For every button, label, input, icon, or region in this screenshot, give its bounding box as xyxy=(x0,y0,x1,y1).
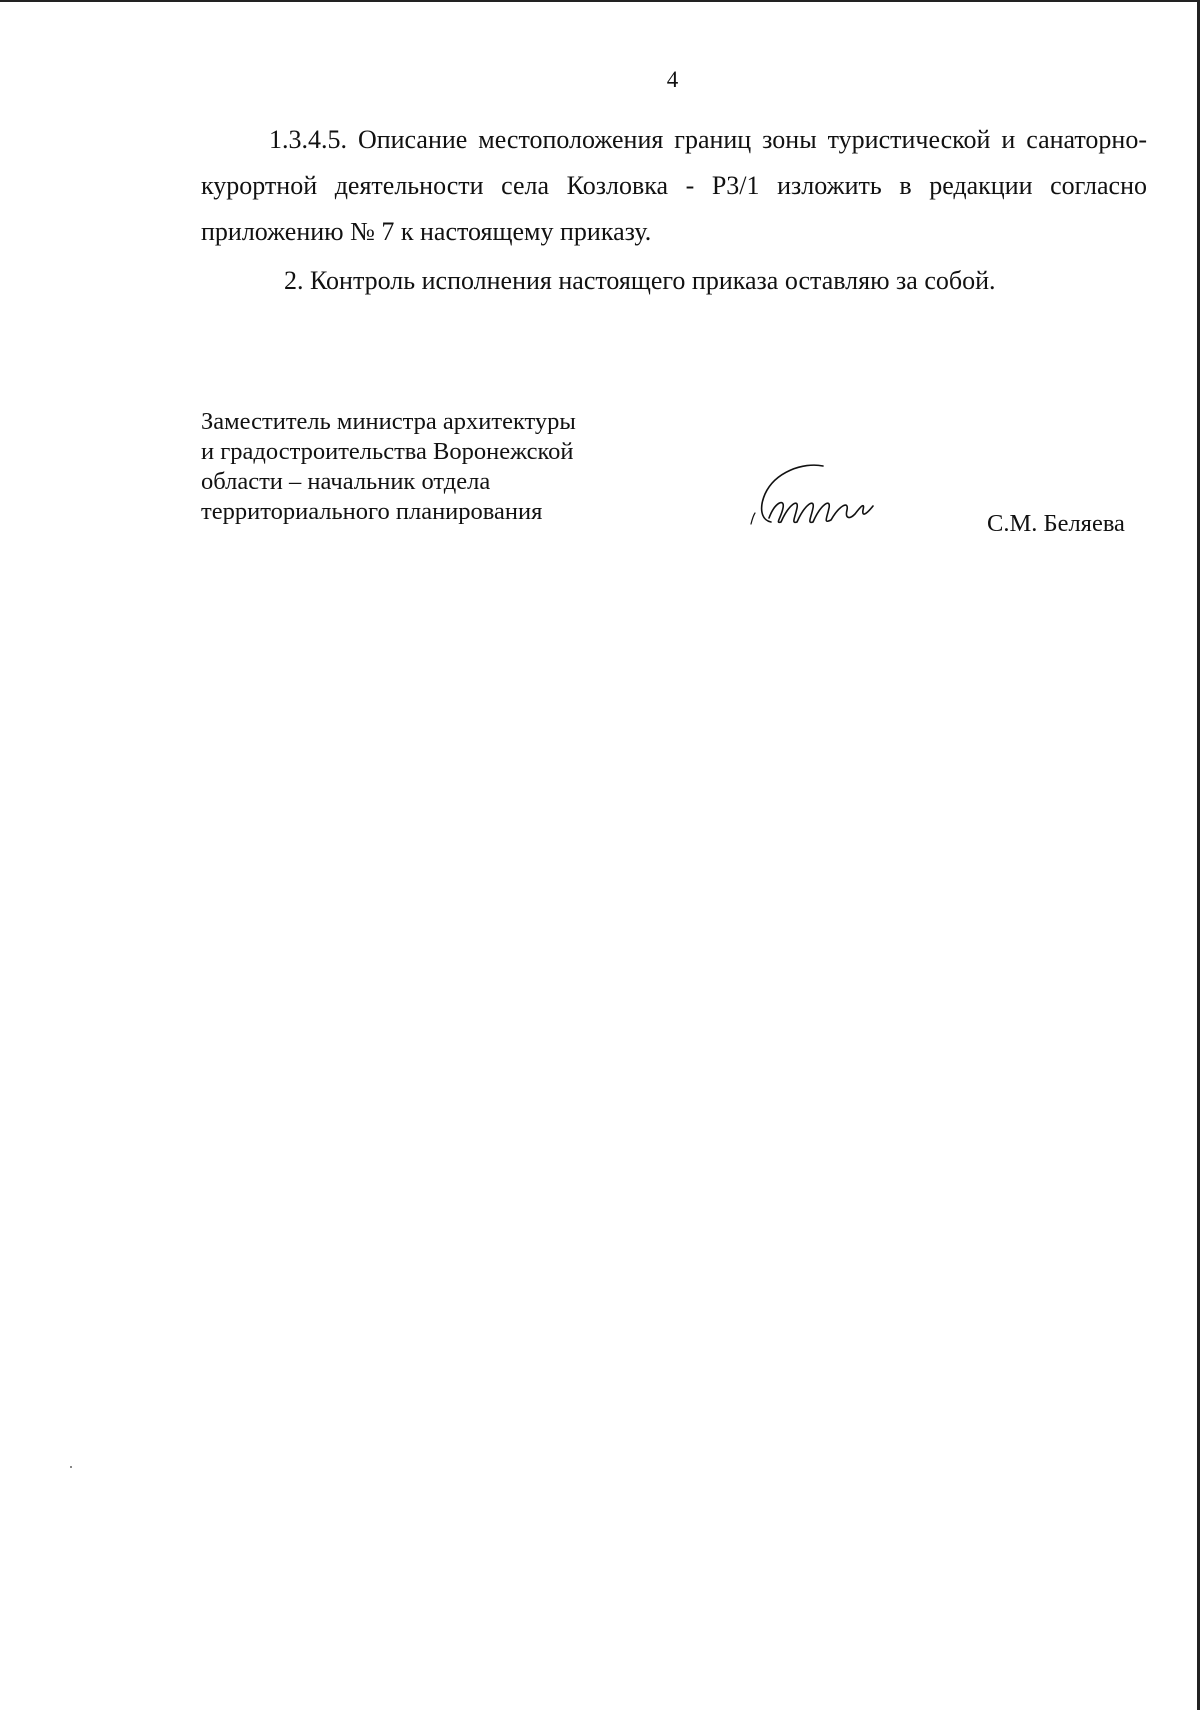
scan-speck xyxy=(70,1466,72,1468)
signatory-position-line: территориального планирования xyxy=(201,498,543,525)
page-number: 4 xyxy=(666,67,679,92)
signatory-name: С.М. Беляева xyxy=(987,510,1125,537)
signatory-position xyxy=(201,407,661,527)
signatory-position-line: области – начальник отдела xyxy=(201,468,491,495)
signatory-position-line: и градостроительства Воронежской xyxy=(201,438,574,465)
paragraph-1343-5: 1.3.4.5. Описание местоположения границ зоны туристической и санаторно-курортной деятельности села Козловка - Р3/1 изложить в редакции согласно приложению № 7 к настоящему приказу. xyxy=(201,125,1147,246)
handwritten-signature xyxy=(745,458,930,538)
scan-edge-top xyxy=(0,0,1200,2)
signatory-position-line: Заместитель министра архитектуры xyxy=(201,408,576,435)
paragraph-2-control: 2. Контроль исполнения настоящего приказа оставляю за собой. xyxy=(284,266,996,295)
